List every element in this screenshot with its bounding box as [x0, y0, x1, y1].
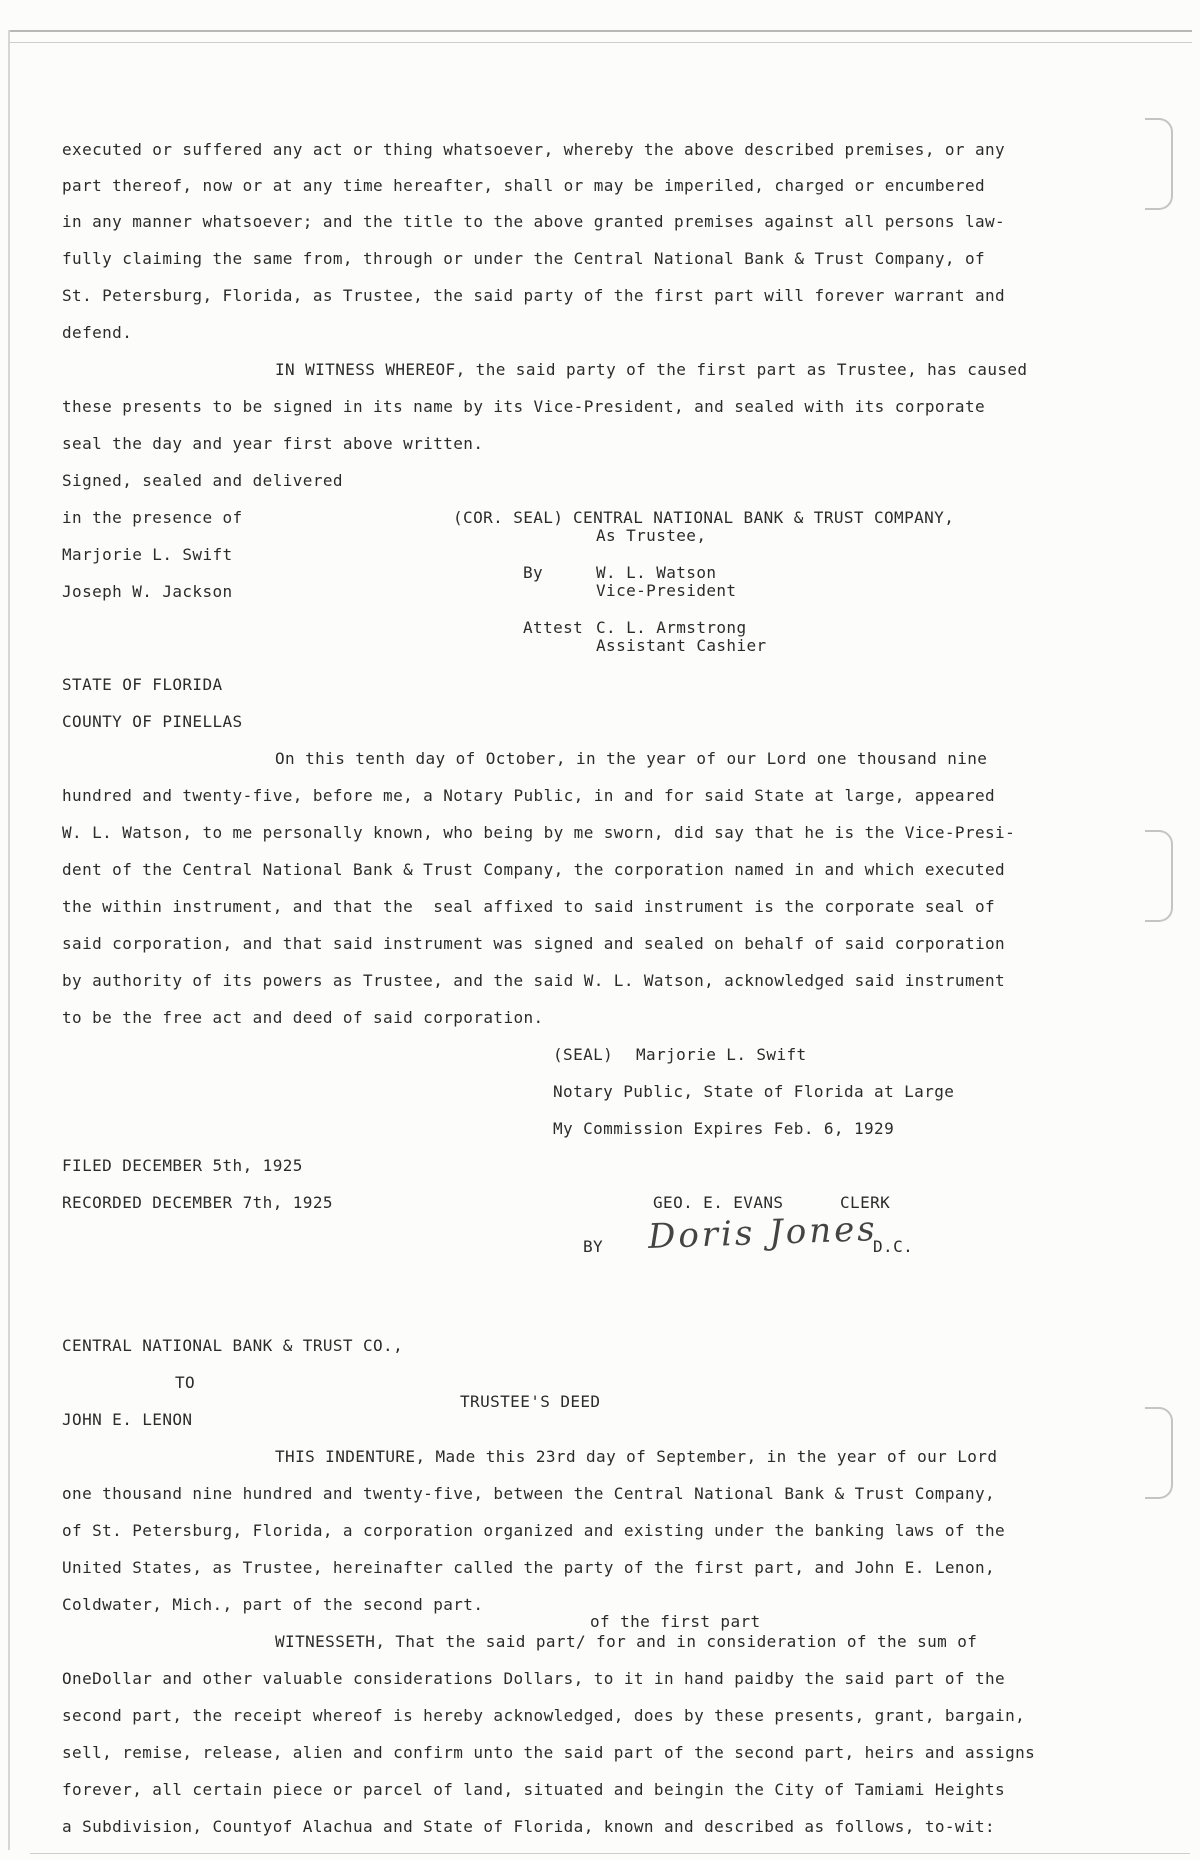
interlineation: of the first part: [590, 1612, 761, 1631]
body-line: St. Petersburg, Florida, as Trustee, the said party of the first part will forever warrant and: [62, 286, 1006, 305]
intro-line: of St. Petersburg, Florida, a corporation organized and existing under the banking laws of the: [62, 1521, 1006, 1540]
attest-label: Attest: [523, 618, 584, 637]
body-line: defend.: [62, 323, 133, 342]
recorded-date: RECORDED DECEMBER 7th, 1925: [62, 1193, 333, 1212]
binder-hole-3: [1145, 1407, 1173, 1499]
notary-name: Marjorie L. Swift: [636, 1045, 807, 1064]
body-line: in any manner whatsoever; and the title to the above granted premises against all persons law-: [62, 212, 1006, 231]
body-line: fully claiming the same from, through or under the Central National Bank & Trust Company, of: [62, 249, 986, 268]
ack-line: the within instrument, and that the seal affixed to said instrument is the corporate seal of: [62, 897, 996, 916]
binder-hole-1: [1145, 118, 1173, 210]
ack-line: W. L. Watson, to me personally known, who being by me sworn, did say that he is the Vice-Presi-: [62, 823, 1016, 842]
filed-date: FILED DECEMBER 5th, 1925: [62, 1156, 303, 1175]
witnesseth-line: OneDollar and other valuable considerations Dollars, to it in hand paidby the said part of the: [62, 1669, 1006, 1688]
state-heading: STATE OF FLORIDA: [62, 675, 223, 694]
intro-line: one thousand nine hundred and twenty-five, between the Central National Bank & Trust Company,: [62, 1484, 996, 1503]
body-line: executed or suffered any act or thing whatsoever, whereby the above described premises, or any: [62, 140, 1006, 159]
witness-name-2: Joseph W. Jackson: [62, 582, 233, 601]
witnesseth-line: second part, the receipt whereof is hereby acknowledged, does by these presents, grant, bargain,: [62, 1706, 1026, 1725]
signer-name: W. L. Watson: [596, 563, 717, 582]
county-heading: COUNTY OF PINELLAS: [62, 712, 243, 731]
intro-line: Coldwater, Mich., part of the second part.: [62, 1595, 484, 1614]
notary-commission: My Commission Expires Feb. 6, 1929: [553, 1119, 895, 1138]
witnesseth-line: a Subdivision, Countyof Alachua and State of Florida, known and described as follows, to-wit:: [62, 1817, 996, 1836]
notary-title: Notary Public, State of Florida at Large: [553, 1082, 955, 1101]
cor-seal: (COR. SEAL): [453, 508, 564, 527]
signed-sealed-label: Signed, sealed and delivered: [62, 471, 343, 490]
bottom-rule: [30, 1853, 1190, 1854]
witness-line: IN WITNESS WHEREOF, the said party of the first part as Trustee, has caused: [275, 360, 1028, 379]
by-label: By: [523, 563, 544, 582]
witnesseth-line: sell, remise, release, alien and confirm unto the said part of the second part, heirs and assigns: [62, 1743, 1036, 1762]
grantor-name: CENTRAL NATIONAL BANK & TRUST CO.,: [62, 1336, 404, 1355]
deputy-clerk-signature: Doris Jones: [647, 1209, 879, 1257]
ack-line: by authority of its powers as Trustee, and the said W. L. Watson, acknowledged said instrument: [62, 971, 1006, 990]
ack-line: hundred and twenty-five, before me, a Notary Public, in and for said State at large, appeared: [62, 786, 996, 805]
ack-line: said corporation, and that said instrument was signed and sealed on behalf of said corporation: [62, 934, 1006, 953]
binder-hole-2: [1145, 830, 1173, 922]
top-rule: [10, 30, 1192, 43]
left-rule: [8, 30, 10, 1850]
grantee-name: JOHN E. LENON: [62, 1410, 193, 1429]
witnesseth-line: WITNESSETH, That the said part/ for and in consideration of the sum of: [275, 1632, 978, 1651]
witnesseth-line: forever, all certain piece or parcel of land, situated and beingin the City of Tamiami Heights: [62, 1780, 1006, 1799]
witness-name-1: Marjorie L. Swift: [62, 545, 233, 564]
deputy-clerk-label: D.C.: [873, 1237, 914, 1256]
ack-line: to be the free act and deed of said corporation.: [62, 1008, 544, 1027]
clerk-title: CLERK: [840, 1193, 891, 1212]
witness-line: these presents to be signed in its name by its Vice-President, and sealed with its corporate: [62, 397, 986, 416]
attester-title: Assistant Cashier: [596, 636, 767, 655]
in-presence-label: in the presence of: [62, 508, 243, 527]
by-clerk-label: BY: [583, 1237, 604, 1256]
intro-line: United States, as Trustee, hereinafter called the party of the first part, and John E. Lenon,: [62, 1558, 996, 1577]
signer-title: Vice-President: [596, 581, 737, 600]
to-label: TO: [175, 1373, 196, 1392]
intro-line: THIS INDENTURE, Made this 23rd day of September, in the year of our Lord: [275, 1447, 998, 1466]
bank-name: CENTRAL NATIONAL BANK & TRUST COMPANY,: [573, 508, 955, 527]
body-line: part thereof, now or at any time hereafter, shall or may be imperiled, charged or encumbered: [62, 176, 986, 195]
ack-line: On this tenth day of October, in the year of our Lord one thousand nine: [275, 749, 988, 768]
notary-seal: (SEAL): [553, 1045, 614, 1064]
witness-line: seal the day and year first above written.: [62, 434, 484, 453]
attester-name: C. L. Armstrong: [596, 618, 747, 637]
deed-title: TRUSTEE'S DEED: [460, 1392, 601, 1411]
ack-line: dent of the Central National Bank & Trust Company, the corporation named in and which executed: [62, 860, 1006, 879]
clerk-name: GEO. E. EVANS: [653, 1193, 784, 1212]
as-trustee: As Trustee,: [596, 526, 707, 545]
